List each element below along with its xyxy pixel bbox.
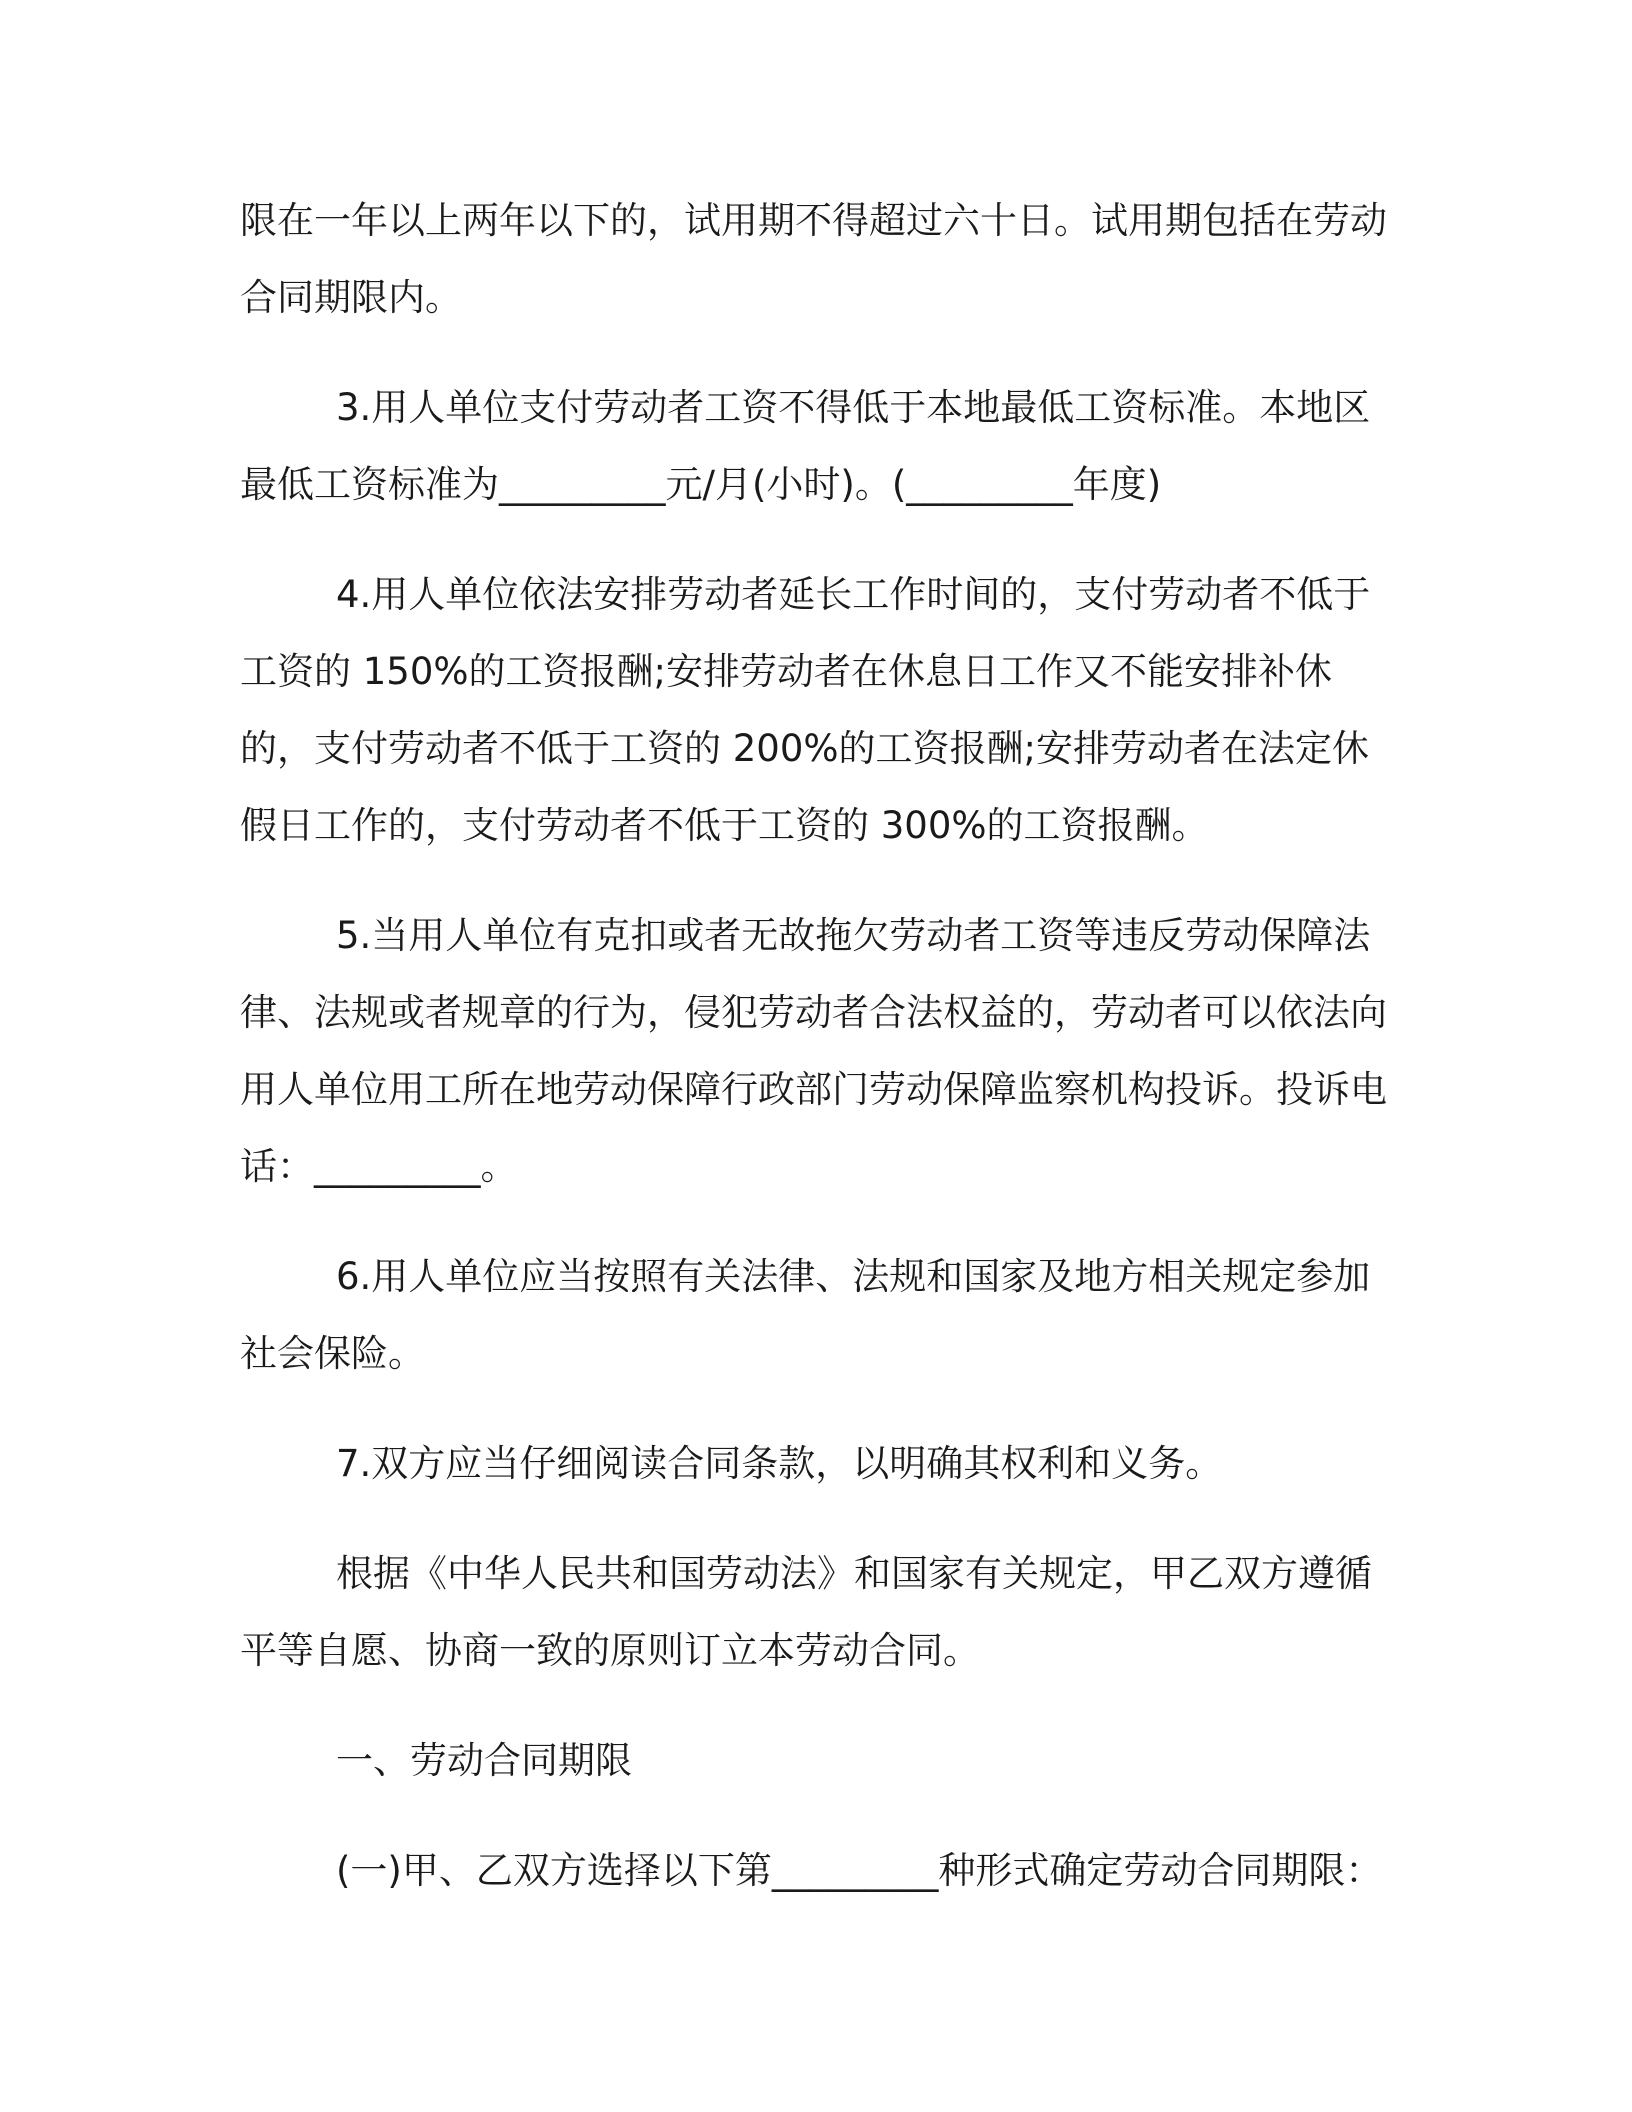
- paragraph-item-5-complaint: 5.当用人单位有克扣或者无故拖欠劳动者工资等违反劳动保障法律、法规或者规章的行为，侵犯劳动者合法权益的，劳动者可以依法向用人单位用工所在地劳动保障行政部门劳动保障监察机构投诉。投诉电话：_________。: [240, 914, 1387, 1188]
- paragraph-contract-term-form: (一)甲、乙双方选择以下第_________种形式确定劳动合同期限：: [336, 1849, 1383, 1892]
- section-heading-contract-term: 一、劳动合同期限: [336, 1739, 632, 1782]
- document-page: [240, 182, 1390, 1909]
- paragraph-item-6-social-insurance: 6.用人单位应当按照有关法律、法规和国家及地方相关规定参加社会保险。: [240, 1255, 1371, 1375]
- paragraph-legal-basis: 根据《中华人民共和国劳动法》和国家有关规定，甲乙双方遵循平等自愿、协商一致的原则订立本劳动合同。: [240, 1552, 1372, 1672]
- paragraph-item-3-minimum-wage: 3.用人单位支付劳动者工资不得低于本地最低工资标准。本地区最低工资标准为_________元/月(小时)。(_________年度): [240, 386, 1371, 506]
- paragraph-probation-continued: 限在一年以上两年以下的，试用期不得超过六十日。试用期包括在劳动合同期限内。: [240, 199, 1387, 319]
- paragraph-item-7-read-terms: 7.双方应当仔细阅读合同条款，以明确其权利和义务。: [336, 1442, 1223, 1485]
- paragraph-item-4-overtime-pay: 4.用人单位依法安排劳动者延长工作时间的，支付劳动者不低于工资的 150%的工资报酬;安排劳动者在休息日工作又不能安排补休的，支付劳动者不低于工资的 200%的工资报酬;安排劳动者在法定休假日工作的，支付劳动者不低于工资的 300%的工资报酬。: [240, 573, 1371, 847]
